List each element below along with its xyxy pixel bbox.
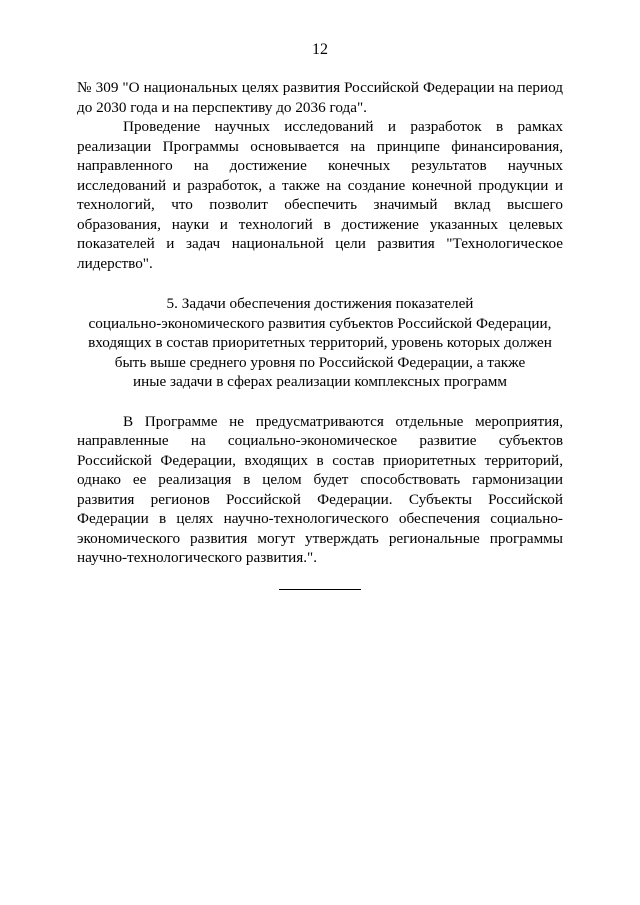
section-heading-line: быть выше среднего уровня по Российской Федерации, а также bbox=[114, 353, 526, 371]
document-body bbox=[77, 78, 563, 568]
section-heading bbox=[77, 294, 563, 392]
section-heading-line: иные задачи в сферах реализации комплексных программ bbox=[133, 373, 507, 390]
paragraph-research-funding: Проведение научных исследований и разработок в рамках реализации Программы основывается на принципе финансирования, направленного на достижение конечных результатов научных исследований и разработок, а также на создание конечной продукции и технологий, что позволит обеспечить значимый вклад высшего образования, науки и технологий в достижение указанных целевых показателей и задач национальной цели развития "Технологическое лидерство". bbox=[77, 118, 563, 272]
section-heading-line: входящих в состав приоритетных территорий, уровень которых должен bbox=[88, 334, 552, 351]
section-heading-line: социально-экономического развития субъектов Российской Федерации, bbox=[88, 314, 552, 332]
page-number: 12 bbox=[312, 41, 328, 58]
end-divider bbox=[279, 589, 361, 590]
paragraph-decree-reference: № 309 "О национальных целях развития Российской Федерации на период до 2030 года и на перспективу до 2036 года". bbox=[77, 79, 563, 116]
section-heading-line: 5. Задачи обеспечения достижения показателей bbox=[166, 295, 474, 312]
paragraph-regional-development: В Программе не предусматриваются отдельные мероприятия, направленные на социально-экономическое развитие субъектов Российской Федерации, входящих в состав приоритетных территорий, однако ее реализация в целом будет способствовать гармонизации развития регионов Российской Федерации. Субъекты Российской Федерации в целях научно-технологического обеспечения социально-экономического развития могут утверждать региональные программы научно-технологического развития.". bbox=[77, 412, 563, 566]
